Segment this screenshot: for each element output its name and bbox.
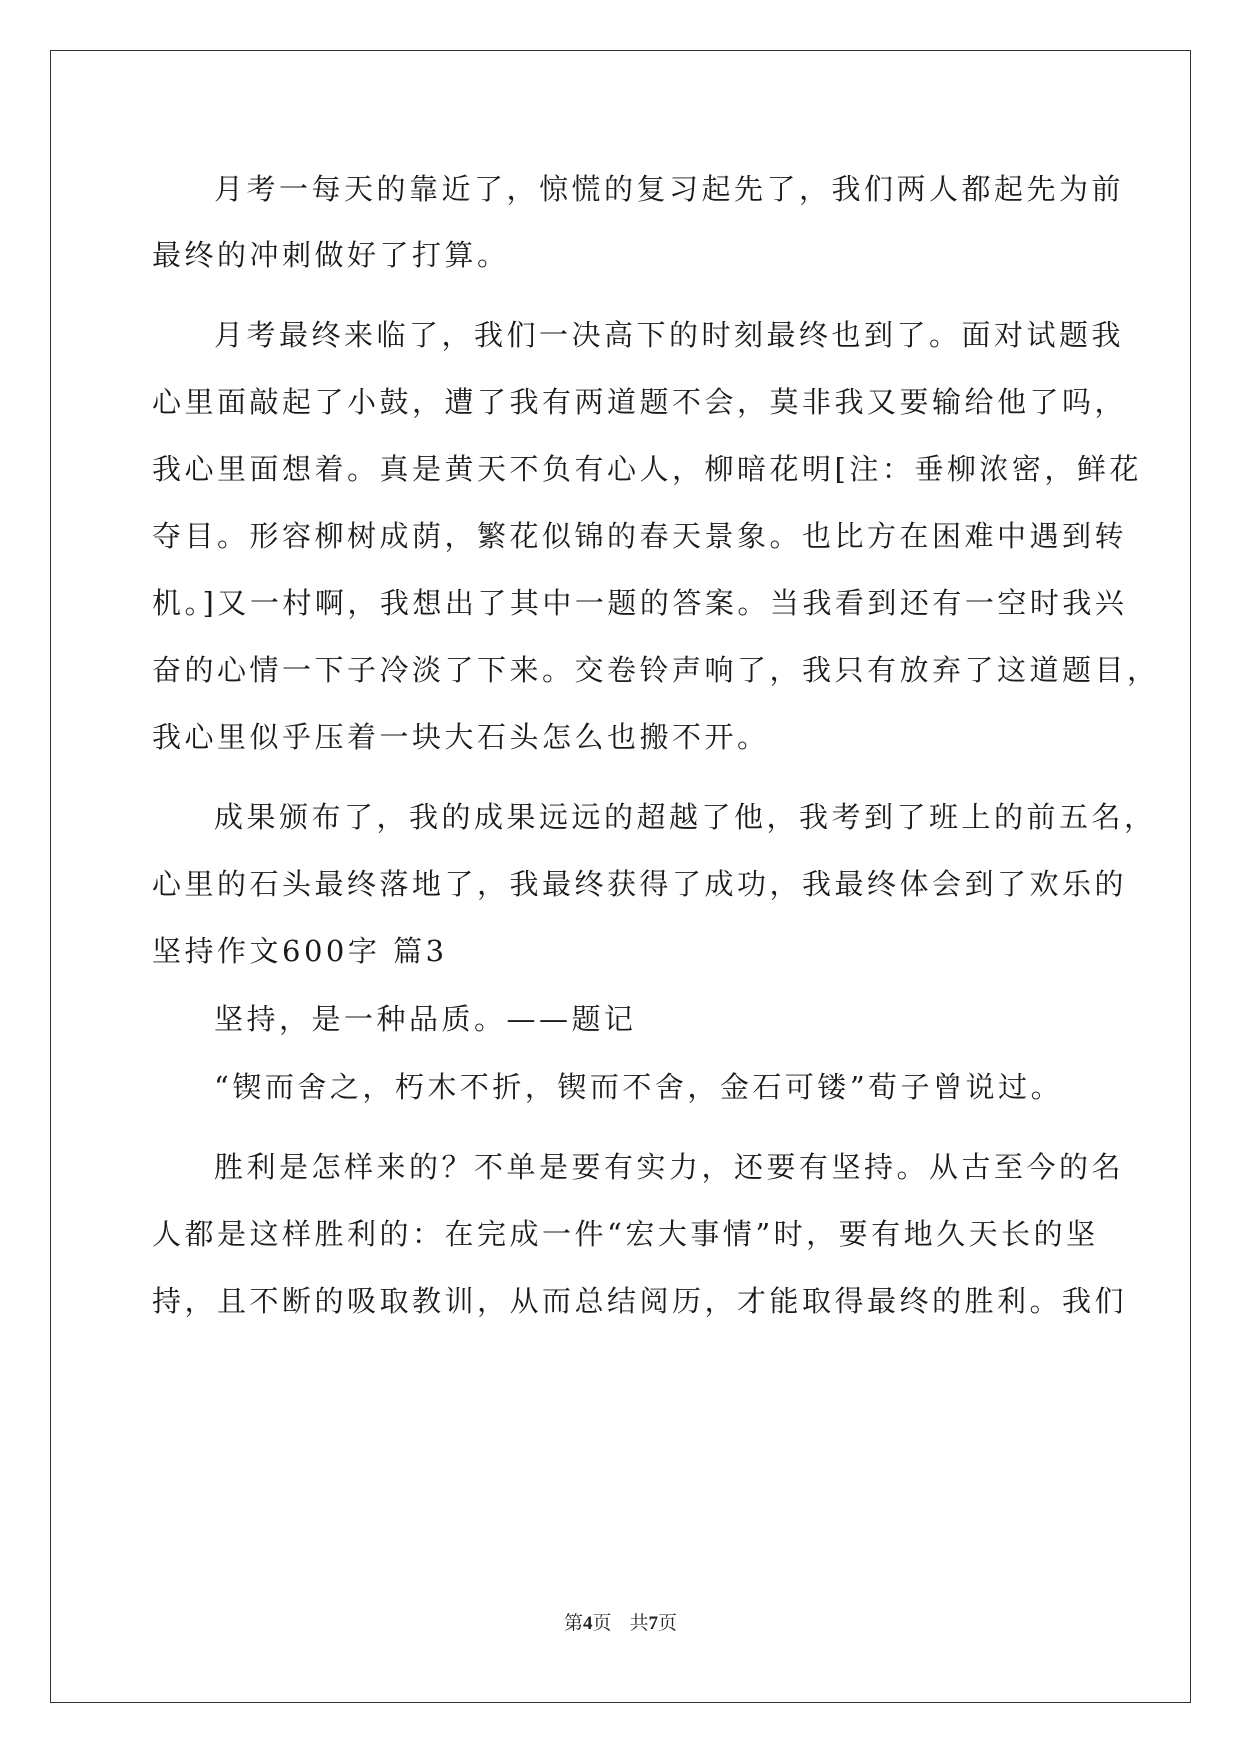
text-line: 奋的心情一下子冷淡了下来。交卷铃声响了，我只有放弃了这道题目， <box>152 653 1160 687</box>
total-prefix: 共 <box>629 1613 649 1634</box>
text-line: 月考一每天的靠近了，惊慌的复习起先了，我们两人都起先为前 <box>214 172 1125 206</box>
text-line: 最终的冲刺做好了打算。 <box>152 238 510 272</box>
page-suffix: 页 <box>592 1613 612 1634</box>
section-heading: 坚持作文600字 篇3 <box>152 934 448 968</box>
page-prefix: 第 <box>563 1613 583 1634</box>
text-line: 夺目。形容柳树成荫，繁花似锦的春天景象。也比方在困难中遇到转 <box>152 519 1128 553</box>
text-line: 心里的石头最终落地了，我最终获得了成功，我最终体会到了欢乐的 <box>152 867 1128 901</box>
current-page-number: 4 <box>582 1613 593 1634</box>
quote-line: “锲而舍之，朽木不折，锲而不舍，金石可镂”荀子曾说过。 <box>214 1070 1064 1104</box>
total-suffix: 页 <box>658 1613 678 1634</box>
text-line: 心里面敲起了小鼓，遭了我有两道题不会，莫非我又要输给他了吗， <box>152 385 1128 419</box>
text-line: 机。]又一村啊，我想出了其中一题的答案。当我看到还有一空时我兴 <box>152 586 1128 620</box>
text-line: 我心里似乎压着一块大石头怎么也搬不开。 <box>152 720 770 754</box>
text-line: 我心里面想着。真是黄天不负有心人，柳暗花明[注：垂柳浓密，鲜花 <box>152 452 1142 486</box>
page-footer <box>0 1608 1241 1635</box>
text-line: 月考最终来临了，我们一决高下的时刻最终也到了。面对试题我 <box>214 318 1125 352</box>
epigraph: 坚持，是一种品质。——题记 <box>214 1002 637 1036</box>
text-line: 持，且不断的吸取教训，从而总结阅历，才能取得最终的胜利。我们 <box>152 1284 1128 1318</box>
total-page-number: 7 <box>648 1613 659 1634</box>
text-line: 人都是这样胜利的：在完成一件“宏大事情”时，要有地久天长的坚 <box>152 1217 1099 1251</box>
text-line: 胜利是怎样来的？不单是要有实力，还要有坚持。从古至今的名 <box>214 1150 1125 1184</box>
text-line: 成果颁布了，我的成果远远的超越了他，我考到了班上的前五名， <box>214 800 1157 834</box>
